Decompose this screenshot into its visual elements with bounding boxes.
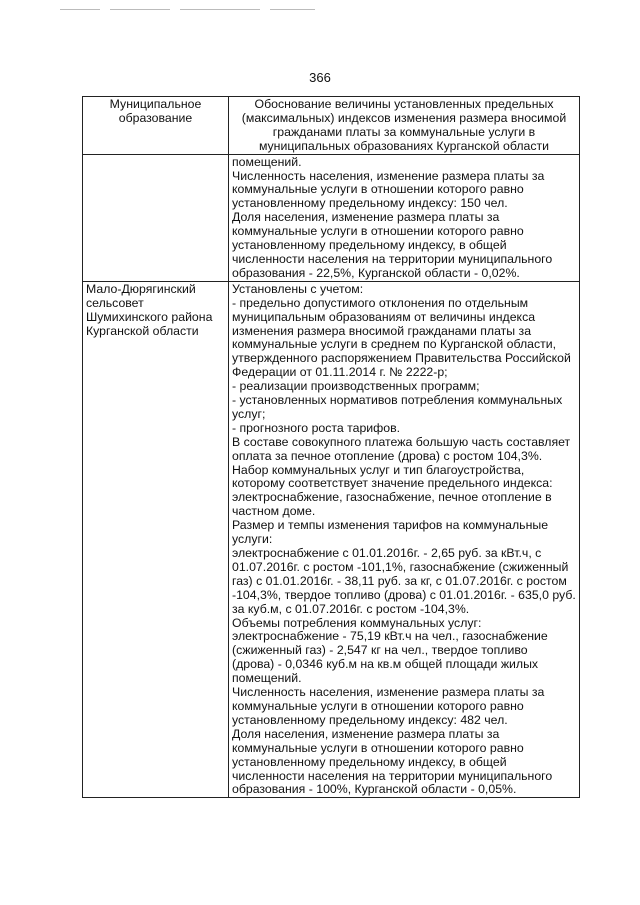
text-line: коммунальные услуги в отношении которого равно <box>232 182 524 197</box>
text-line: Численность населения, изменение размера платы за <box>232 168 545 183</box>
text-line: численности населения на территории муниципального <box>232 768 553 783</box>
text-line: установленному предельному индексу, в общей <box>232 754 507 769</box>
text-line: Объемы потребления коммунальных услуг: <box>232 615 482 630</box>
text-line: - установленных нормативов потребления коммунальных <box>232 393 563 408</box>
text-line: (дрова) - 0,0346 куб.м на кв.м общей площади жилых <box>232 657 539 672</box>
text-line: помещений. <box>232 154 302 169</box>
text-line: коммунальные услуги в среднем по Курганской области, <box>232 337 557 352</box>
text-line: электроснабжение - 75,19 кВт.ч на чел., газоснабжение <box>232 629 548 644</box>
text-line: услуги: <box>232 532 273 547</box>
text-line: изменения размера вносимой гражданами платы за <box>232 323 532 338</box>
table-row-continuation <box>83 154 580 281</box>
text-line: Установлены с учетом: <box>232 281 364 296</box>
table-header-row <box>83 97 580 155</box>
text-line: - прогнозного роста тарифов. <box>232 420 401 435</box>
text-line: Доля населения, изменение размера платы за <box>232 726 500 741</box>
text-line: (сжиженный газ) - 2,547 кг на чел., твердое топливо <box>232 643 528 658</box>
text-line: установленному предельному индексу: 150 чел. <box>232 196 508 211</box>
tariff-index-table <box>82 96 580 798</box>
text-line: численности населения на территории муниципального <box>232 251 553 266</box>
text-line: коммунальные услуги в отношении которого равно <box>232 698 524 713</box>
text-line: коммунальные услуги в отношении которого равно <box>232 224 524 239</box>
text-line: за куб.м, с 01.07.2016г. с ростом -104,3%. <box>232 601 470 616</box>
page-number: 366 <box>309 70 331 85</box>
text-line: утвержденного распоряжением Правительства Российской <box>232 351 571 366</box>
text-line: 01.07.2016г. с ростом -101,1%, газоснабжение (сжиженный <box>232 559 569 574</box>
text-line: электроснабжение, газоснабжение, печное отопление в <box>232 490 552 505</box>
text-line: помещений. <box>232 671 302 686</box>
text-line: Федерации от 01.11.2014 г. № 2222-р; <box>232 365 448 380</box>
text-line: которому соответствует значение предельного индекса: <box>232 476 553 491</box>
text-line: Набор коммунальных услуг и тип благоустройства, <box>232 462 525 477</box>
text-line: установленному предельному индексу: 482 чел. <box>232 712 508 727</box>
header-justification: Обоснование величины установленных предельных (максимальных) индексов изменения размера вносимой гражданами платы за коммунальные услуги в муниципальных образованиях Курганской области <box>229 97 580 155</box>
justification-text-cell <box>229 281 580 798</box>
continuation-text-cell <box>229 154 580 281</box>
scan-header-marks <box>60 7 380 11</box>
text-line: частном доме. <box>232 504 316 519</box>
table-row <box>83 281 580 798</box>
text-line: образования - 22,5%, Курганской области - 0,02%. <box>232 265 520 280</box>
text-line: образования - 100%, Курганской области - 0,05%. <box>232 782 517 797</box>
text-line: В составе совокупного платежа большую часть составляет <box>232 434 571 449</box>
text-line: коммунальные услуги в отношении которого равно <box>232 740 524 755</box>
text-line: -104,3%, твердое топливо (дрова) с 01.01.2016г. - 635,0 руб. <box>232 587 576 602</box>
text-line: установленному предельному индексу, в общей <box>232 238 507 253</box>
text-line: оплата за печное отопление (дрова) с ростом 104,3%. <box>232 448 543 463</box>
text-line: Численность населения, изменение размера платы за <box>232 685 545 700</box>
text-line: - реализации производственных программ; <box>232 379 480 394</box>
header-municipality: Муниципальное образование <box>83 97 229 155</box>
text-line: - предельно допустимого отклонения по отдельным <box>232 295 529 310</box>
text-line: услуг; <box>232 406 266 421</box>
municipality-name: Мало-Дюрягинский сельсовет Шумихинского района Курганской области <box>83 281 229 798</box>
text-line: электроснабжение с 01.01.2016г. - 2,65 руб. за кВт.ч, с <box>232 546 542 560</box>
continuation-municipality-cell <box>83 154 229 281</box>
text-line: газ) с 01.01.2016г. - 38,11 руб. за кг, с 01.07.2016г. с ростом <box>232 573 567 588</box>
text-line: Доля населения, изменение размера платы за <box>232 210 500 225</box>
text-line: муниципальным образованиям от величины индекса <box>232 309 536 324</box>
text-line: Размер и темпы изменения тарифов на коммунальные <box>232 518 549 533</box>
